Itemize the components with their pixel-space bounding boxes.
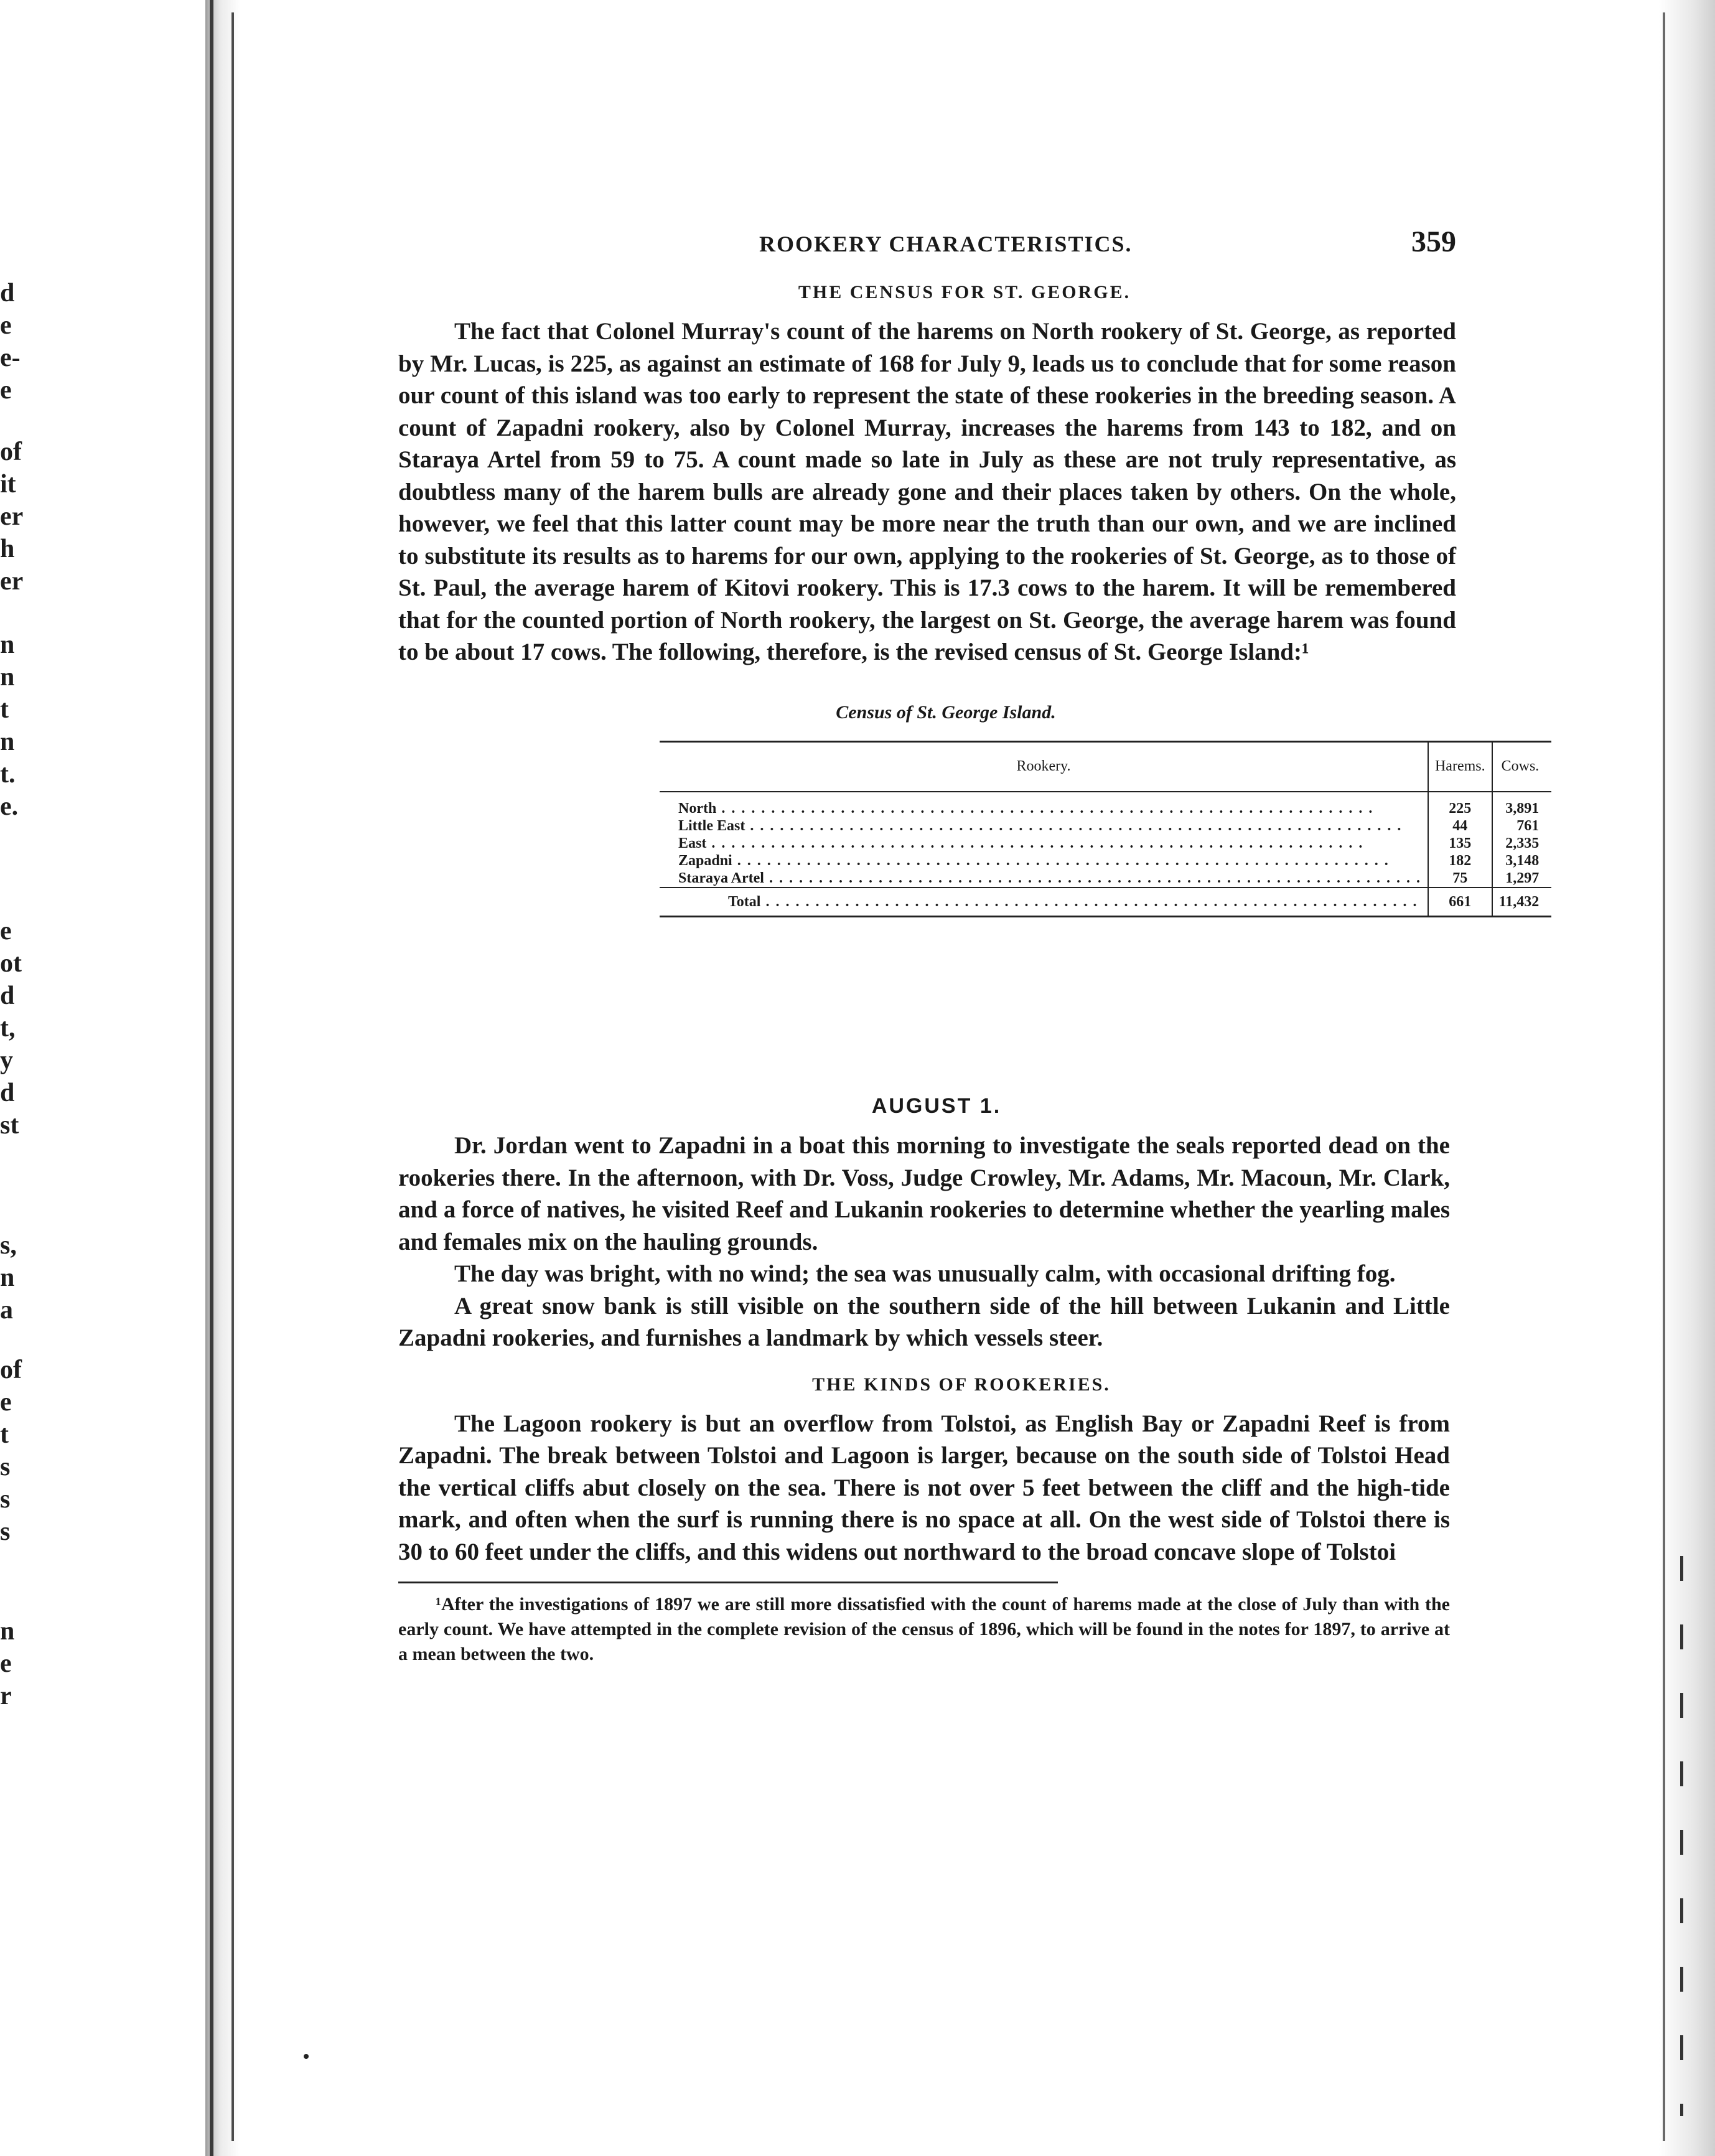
kinds-paragraph: The Lagoon rookery is but an overflow from Tolstoi, as English Bay or Zapadni Reef is from Zapadni. The break between Tolstoi and Lagoon is larger, because on the south side of Tolstoi Head the vertical cliffs abut closely on the sea. There is not over 5 feet between the cliff and the high-tide mark, and often when the surf is running there is no space at all. On the west side of Tolstoi there is 30 to 60 feet under the cliffs, and this widens out northward to the broad concave slope of Tolstoi <box>398 1410 1450 1565</box>
facing-page-fragment: d <box>0 279 15 307</box>
main-page <box>398 221 1540 917</box>
cows-value: 3,891 <box>1492 792 1552 817</box>
harems-value: 135 <box>1428 835 1492 852</box>
rookery-name: Staraya Artel . . . <box>678 870 1421 886</box>
section-heading-kinds: THE KINDS OF ROOKERIES. <box>812 1374 1111 1395</box>
facing-page-fragment: n <box>0 630 15 659</box>
census-paragraph: The fact that Colonel Murray's count of the harems on North rookery of St. George, as reported by Mr. Lucas, is 225, as against an estimate of 168 for July 9, leads us to conclude that for some reason our count of this island was too early to represent the state of these rookeries in the breeding season. A count of Zapadni rookery, also by Colonel Murray, increases the harems from 143 to 182, and on Staraya Artel from 59 to 75. A count made so late in July as these are not truly representative, as doubtless many of the harem bulls are already gone and their places taken by others. On the whole, however, we feel that this latter count may be more near the truth than our own, and we are inclined to substitute its results as to harems for our own, applying to the rookeries of St. George, as to those of St. Paul, the average harem of Kitovi rookery. This is 17.3 cows to the harem. It will be remembered that for the counted portion of North rookery, the largest on St. George, the average harem was found to be about 17 cows. The following, therefore, is the revised census of St. George Island:¹ <box>398 318 1456 665</box>
cows-value: 1,297 <box>1492 869 1552 888</box>
facing-page-fragment: e <box>0 376 12 405</box>
rookery-name: Little East . . . <box>678 818 1402 834</box>
facing-page-fragment: n <box>0 663 15 691</box>
facing-page-fragment: of <box>0 438 22 466</box>
table-row <box>660 869 1551 888</box>
august-paragraph-3: A great snow bank is still visible on the southern side of the hill between Lukanin and Little Zapadni rookeries, and furnishes a landmark by which vessels steer. <box>398 1292 1450 1351</box>
rookery-name: East . . . <box>678 835 1363 851</box>
facing-page-fragment: d <box>0 1079 15 1107</box>
print-speck <box>304 2054 309 2059</box>
table-header-row <box>660 741 1551 792</box>
facing-page-fragment: n <box>0 1263 15 1292</box>
cows-value: 3,148 <box>1492 852 1552 869</box>
gutter-shadow-line <box>210 0 213 2156</box>
footnote: ¹After the investigations of 1897 we are still more dissatisfied with the count of harems made at the close of July than with the early count. We have attempted in the complete revision of the census of 1896, which will be found in the notes for 1897, to arrive at a mean between the two. <box>398 1594 1450 1664</box>
august-paragraph-1: Dr. Jordan went to Zapadni in a boat this morning to investigate the seals reported dead on the rookeries there. In the afternoon, with Dr. Voss, Judge Crowley, Mr. Adams, Mr. Macoun, Mr. Clark, and a force of natives, he visited Reef and Lukanin rookeries to determine whether the yearling males and females mix on the hauling grounds. <box>398 1132 1450 1255</box>
total-cows: 11,432 <box>1492 888 1552 917</box>
rookery-name: North . . . <box>678 800 1373 817</box>
cows-value: 761 <box>1492 817 1552 835</box>
facing-page-fragment: n <box>0 1617 15 1646</box>
date-heading: AUGUST 1. <box>871 1094 1002 1118</box>
header-rookery: Rookery. <box>660 741 1428 792</box>
facing-page-fragment: e <box>0 917 12 945</box>
facing-page-fragment: of <box>0 1356 22 1384</box>
rookery-name: Zapadni . . . <box>678 853 1390 869</box>
facing-page-fragment: r <box>0 1682 12 1710</box>
harems-value: 44 <box>1428 817 1492 835</box>
facing-page-fragment: e <box>0 311 12 340</box>
table-row <box>660 835 1551 852</box>
facing-page-fragment: it <box>0 470 16 499</box>
harems-value: 182 <box>1428 852 1492 869</box>
facing-page-fragment: t, <box>0 1014 16 1043</box>
facing-page-fragment: er <box>0 567 24 596</box>
facing-page-fragment: s <box>0 1485 11 1514</box>
harems-value: 225 <box>1428 792 1492 817</box>
running-head <box>398 221 1456 271</box>
running-head-title: ROOKERY CHARACTERISTICS. <box>759 232 1133 256</box>
table-row <box>660 852 1551 869</box>
facing-page-fragment: e <box>0 1649 12 1678</box>
august-paragraph-2: The day was bright, with no wind; the sea was unusually calm, with occasional drifting fog. <box>454 1260 1396 1287</box>
facing-page-fragment: y <box>0 1046 13 1075</box>
facing-page-fragment: s <box>0 1453 11 1481</box>
facing-page-fragment: n <box>0 728 15 756</box>
facing-page-fragment: h <box>0 535 15 563</box>
main-page-lower <box>398 1094 1450 1667</box>
section-heading-census: THE CENSUS FOR ST. GEORGE. <box>798 282 1131 302</box>
facing-page-fragment: e <box>0 1388 12 1417</box>
facing-page-fragment: t <box>0 695 9 724</box>
harems-value: 75 <box>1428 869 1492 888</box>
header-harems: Harems. <box>1428 741 1492 792</box>
cows-value: 2,335 <box>1492 835 1552 852</box>
facing-page-fragment: t <box>0 1420 9 1449</box>
facing-page-fragment: er <box>0 502 24 531</box>
facing-page-fragment: d <box>0 982 15 1010</box>
header-cows: Cows. <box>1492 741 1552 792</box>
table-total-row <box>660 888 1551 917</box>
total-label: Total . . . <box>728 894 1418 910</box>
table-caption: Census of St. George Island. <box>836 701 1056 723</box>
facing-page-fragment: e. <box>0 792 19 821</box>
footnote-rule <box>398 1582 1058 1583</box>
right-edge-marks <box>1680 1556 1683 2116</box>
right-edge-line <box>1663 12 1665 2141</box>
facing-page-fragment: st <box>0 1111 19 1140</box>
table-row <box>660 817 1551 835</box>
table-row <box>660 792 1551 817</box>
page-number: 359 <box>1411 225 1456 258</box>
facing-page-fragment: t. <box>0 760 16 789</box>
total-harems: 661 <box>1428 888 1492 917</box>
facing-page-fragment: s <box>0 1517 11 1546</box>
facing-page-text-fragments <box>0 0 205 2156</box>
facing-page-fragment: e- <box>0 344 21 372</box>
facing-page-fragment: s, <box>0 1231 17 1260</box>
page-edge-line <box>231 12 234 2141</box>
right-page-edge <box>1659 0 1715 2156</box>
facing-page <box>0 0 205 2156</box>
census-table <box>660 741 1551 917</box>
facing-page-fragment: a <box>0 1296 13 1324</box>
facing-page-fragment: ot <box>0 949 22 978</box>
